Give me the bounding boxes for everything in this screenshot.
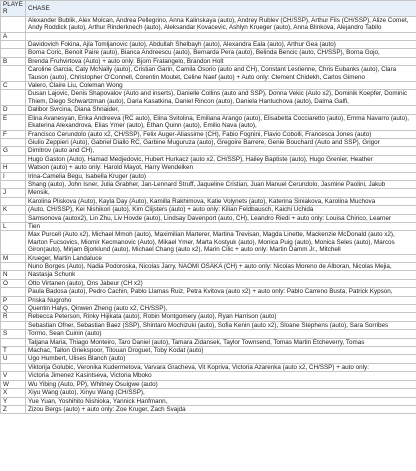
chase-cell[interactable]: (Auto, CH/SSP), Kei Nishikori (auto), Kim Clijsters (auto) + auto only: Kilian Feldbausch, Kaichi Uchida xyxy=(26,206,416,214)
table-row xyxy=(1,66,416,82)
table-row xyxy=(1,49,416,57)
chase-column-header[interactable]: CHASE xyxy=(26,1,416,17)
table-row xyxy=(1,138,416,146)
chase-cell[interactable]: Francisco Cerundolo (auto x2, CH/SSP), Felix Auger-Aliassime (CH), Fabio Fognini, Flavio Cobolli, Francesca Jones (auto) xyxy=(26,130,416,138)
chase-cell[interactable]: Tatjana Maria, Thiago Monteiro, Taro Daniel (auto), Tamara Zidansek, Taylor Townsend, Tomas Martin Etcheverry, Tomas xyxy=(26,338,416,346)
chase-cell[interactable]: Brenda Fruhvirtova (Auto) + auto only: Bjorn Fratangelo, Brandon Holt xyxy=(26,57,416,65)
table-row xyxy=(1,389,416,397)
table-row xyxy=(1,271,416,279)
table-row xyxy=(1,347,416,355)
player-letter-cell[interactable] xyxy=(1,214,26,222)
chase-cell[interactable]: Davidovich Fokina, Ajla Tomljanovic (auto), Abdullah Shelbayh (auto), Alexandra Eala (auto), Arthur Gea (auto) xyxy=(26,41,416,49)
table-row xyxy=(1,313,416,321)
chase-cell[interactable]: Priska Nugroho xyxy=(26,296,416,304)
chase-cell[interactable]: Samsonova (autox2), Lin Zhu, Liv Hovde (auto), Lindsay Davenport (auto, CH), Leandro Riedi + auto only: Louisa Chirico, Learner xyxy=(26,214,416,222)
chase-cell[interactable]: Elina Avanesyan, Erika Andreeva (RC auto), Elina Svitolina, Emiliana Arango (auto), Elisabetta Cocciaretto (auto), Emma Navarro (auto), Ekaterina Alexandrova, Elias Ymer (auto), Ethan Quinn (auto), Emilio Nava (auto), xyxy=(26,114,416,130)
chase-cell[interactable]: Otto Virtanen (auto), Ons Jabeur (CH x2) xyxy=(26,279,416,287)
player-letter-cell[interactable]: K xyxy=(1,206,26,214)
player-letter-cell[interactable]: M xyxy=(1,254,26,262)
table-row xyxy=(1,222,416,230)
table-row xyxy=(1,305,416,313)
player-letter-cell[interactable] xyxy=(1,90,26,106)
chase-cell[interactable]: Max Purcell (Auto x2), Michael Mmoh (auto), Maximilian Marterer, Martina Trevisan, Magda Linette, Mackenzie McDonald (auto x2), Marton Fucsovics, Miomir Kecmanovic (Auto), Mikael Ymer, Marta Kostyuk (auto), Monica Puig (auto), Monica Seles (auto), Marcos Giron(auto), Mirjam Bjorklund (auto), Michael Chang (auto x2), Marin Cilic + auto only: Martin Damm Jr., Mitchell xyxy=(26,231,416,254)
table-body xyxy=(1,16,416,414)
table-row xyxy=(1,147,416,155)
table-row xyxy=(1,330,416,338)
chase-cell[interactable]: Nuno Borges (Auto), Nadia Podoroska, Nicolas Jarry, NAOMI OSAKA (CH) + auto only: Nicolas Moreno de Alboran, Nicolas Mejia, xyxy=(26,263,416,271)
chase-cell[interactable]: Alexander Bublik, Alex Molcan, Andrea Pellegrino, Anna Kalinskaya (auto), Andrey Rublev (CH/SSP), Arthur Fils (CH/SSP), Alize Cornet, Andy Roddick (auto), Arthur Rinderknech (auto), Aleksandar Kovacevic, Ashlyn Krueger (auto), Anna Blinkova, Alejandro Tabilo xyxy=(26,16,416,32)
table-row xyxy=(1,206,416,214)
chase-cell[interactable]: Watson (auto) + auto only: Harold Mayot, Harry Wendelken xyxy=(26,164,416,172)
player-letter-cell[interactable]: I xyxy=(1,172,26,180)
table-row xyxy=(1,90,416,106)
table-row xyxy=(1,164,416,172)
table-row xyxy=(1,254,416,262)
chase-cell[interactable]: Tien xyxy=(26,222,416,230)
player-letter-cell[interactable]: T xyxy=(1,347,26,355)
player-letter-cell[interactable] xyxy=(1,231,26,254)
player-letter-cell[interactable]: X xyxy=(1,389,26,397)
player-letter-cell[interactable]: Y xyxy=(1,397,26,405)
chase-cell[interactable]: Karolina Pliskova (Auto), Kayla Day (Auto), Kamilla Rakhimova, Katie Volynets (auto), Katerina Siniakova, Karolina Muchova xyxy=(26,197,416,205)
table-row xyxy=(1,405,416,413)
player-letter-cell[interactable]: S xyxy=(1,330,26,338)
player-letter-cell[interactable] xyxy=(1,66,26,82)
chase-cell[interactable]: Viktorija Golubic, Veronika Kudermetova, Varvara Gracheva, Vit Kopriva, Victoria Azarenka (auto x2, CH/SSP) + auto only: xyxy=(26,363,416,371)
table-row xyxy=(1,372,416,380)
table-row xyxy=(1,296,416,304)
player-letter-cell[interactable]: G xyxy=(1,147,26,155)
table-row xyxy=(1,155,416,163)
chase-cell[interactable]: Dusan Lajovic, Denis Shapovalov (Auto and inserts), Danielle Collins (auto and SSP), Donna Vekic (Auto x2), Dominik Koepfer, Dominic Thiem, Diego Schwartzman (auto), Daria Kasatkina, Daniel Rincon (auto), Daniela Hantuchova (auto), Dalma Galfi, xyxy=(26,90,416,106)
chase-cell[interactable]: Irina-Camelia Begu, Isabella Kruger (auto) xyxy=(26,172,416,180)
table-row xyxy=(1,106,416,114)
table-row xyxy=(1,263,416,271)
chase-cell[interactable]: Valero, Claire Liu, Coleman Wong xyxy=(26,82,416,90)
chase-cell[interactable] xyxy=(26,32,416,40)
player-letter-cell[interactable]: V xyxy=(1,372,26,380)
player-letter-cell[interactable] xyxy=(1,338,26,346)
player-letter-cell[interactable] xyxy=(1,197,26,205)
player-letter-cell[interactable] xyxy=(1,49,26,57)
player-letter-cell[interactable]: D xyxy=(1,106,26,114)
table-row xyxy=(1,363,416,371)
player-letter-cell[interactable]: W xyxy=(1,380,26,388)
player-letter-cell[interactable] xyxy=(1,180,26,188)
table-row xyxy=(1,338,416,346)
player-letter-cell[interactable] xyxy=(1,288,26,296)
player-letter-cell[interactable]: Q xyxy=(1,305,26,313)
player-letter-cell[interactable] xyxy=(1,155,26,163)
table-row xyxy=(1,214,416,222)
chase-cell[interactable]: Yue Yuan, Yoshihito Nishioka, Yannick Hanfmann, xyxy=(26,397,416,405)
header-row xyxy=(1,1,416,17)
chase-cell[interactable]: Paula Badosa (auto), Pedro Cachin, Pablo Llamas Ruiz, Petra Kvitova (auto x2) + auto only: Pablo Carreno Busta, Patrick Kypson, xyxy=(26,288,416,296)
chase-cell[interactable]: Xiyu Wang (auto), Xinyu Wang (CH/SSP), xyxy=(26,389,416,397)
player-letter-cell[interactable]: N xyxy=(1,271,26,279)
table-row xyxy=(1,180,416,188)
table-row xyxy=(1,380,416,388)
chase-cell[interactable]: Victoria Jimenez Kasintseva, Victoria Mboko xyxy=(26,372,416,380)
chase-cell[interactable]: Machac, Tallon Griekspoor, Titouan Droguet, Toby Kodat (auto) xyxy=(26,347,416,355)
player-letter-cell[interactable] xyxy=(1,16,26,32)
table-row xyxy=(1,57,416,65)
player-letter-cell[interactable] xyxy=(1,321,26,329)
chase-cell[interactable]: Mensik, xyxy=(26,189,416,197)
chase-cell[interactable]: Wu Yibing (Auto, PP), Whitney Osuigwe (auto) xyxy=(26,380,416,388)
table-row xyxy=(1,189,416,197)
table-row xyxy=(1,397,416,405)
player-letter-cell[interactable] xyxy=(1,138,26,146)
table-row xyxy=(1,355,416,363)
table-row xyxy=(1,16,416,32)
table-row xyxy=(1,172,416,180)
player-letter-cell[interactable]: Z xyxy=(1,405,26,413)
table-row xyxy=(1,32,416,40)
player-letter-cell[interactable]: C xyxy=(1,82,26,90)
chase-cell[interactable]: Giulio Zeppieri (Auto), Gabriel Diallo RC, Garbine Muguruza (auto), Gregoire Barrere, Genie Bouchard (Auto and SSP), Grigor xyxy=(26,138,416,146)
player-letter-cell[interactable]: U xyxy=(1,355,26,363)
table-row xyxy=(1,279,416,287)
chase-cell[interactable]: Sebastian Ofner, Sebastian Baez (SSP), Shintaro Mochizuki (auto), Sofia Kenin (auto x2), Sloane Stephens (auto), Sara Sorribes xyxy=(26,321,416,329)
chase-cell[interactable]: Krueger, Martin Landaluce xyxy=(26,254,416,262)
table-row xyxy=(1,41,416,49)
chase-cell[interactable]: Shang (auto), John Isner, Julia Grabher, Jan-Lennard Struff, Jaqueline Cristian, Juan Manuel Cerundolo, Jasmine Paolini, Jakub xyxy=(26,180,416,188)
chase-cell[interactable]: Caroline Garcia, Caty McNally (auto), Cristian Garin, Camila Osorio (auto and CH), Constant Lestienne, Chris Eubanks (auto), Clara Tauson (auto), Christopher O'Connell, Corentin Moutet, Celine Naef (auto) + Auto only: Clement Chidekh, Carlos Gimeno xyxy=(26,66,416,82)
table-row xyxy=(1,321,416,329)
player-letter-cell[interactable]: A xyxy=(1,32,26,40)
chase-cell[interactable]: Borna Coric, Benoit Paire (auto), Bianca Andreescu (auto), Bernarda Pera (auto), Belinda Bencic (auto, CH/SSP), Borna Gojo, xyxy=(26,49,416,57)
chase-cell[interactable]: Hugo Gaston (Auto), Hamad Medjedovic, Hubert Hurkacz (auto x2, CH/SSP), Hailey Baptiste (auto), Hugo Grenier, Heather xyxy=(26,155,416,163)
chase-cell[interactable]: Zizou Bergs (auto) + auto only: Zoe Kruger, Zach Svajda xyxy=(26,405,416,413)
chase-cell[interactable]: Tormo, Sean Cuinin (auto) xyxy=(26,330,416,338)
player-letter-cell[interactable]: P xyxy=(1,296,26,304)
table-row xyxy=(1,197,416,205)
player-letter-cell[interactable] xyxy=(1,263,26,271)
chase-cell[interactable]: Rebecca Peterson, Rinky Hijikata (auto), Robin Montgomery (auto), Ryan Harrison (auto) xyxy=(26,313,416,321)
chase-cell[interactable]: Nastasja Schunk xyxy=(26,271,416,279)
player-letter-cell[interactable]: H xyxy=(1,164,26,172)
player-letter-cell[interactable]: F xyxy=(1,130,26,138)
chase-cell[interactable]: Dalibor Svrcina, Diana Shnaider, xyxy=(26,106,416,114)
chase-cell[interactable]: Quentin Halys, Qinwen Zheng (auto x2, CH/SSP), xyxy=(26,305,416,313)
table-row xyxy=(1,114,416,130)
chase-cell[interactable]: Ugo Humbert, Ulises Blanch (auto) xyxy=(26,355,416,363)
player-letter-cell[interactable]: O xyxy=(1,279,26,287)
player-letter-cell[interactable] xyxy=(1,41,26,49)
player-letter-cell[interactable] xyxy=(1,363,26,371)
table-row xyxy=(1,288,416,296)
table-row xyxy=(1,231,416,254)
player-letter-cell[interactable]: R xyxy=(1,313,26,321)
player-letter-cell[interactable]: B xyxy=(1,57,26,65)
player-letter-cell[interactable]: J xyxy=(1,189,26,197)
chase-cell[interactable]: Dimitrov (auto and CH), xyxy=(26,147,416,155)
player-column-header[interactable]: PLAYER xyxy=(1,1,26,17)
table-row xyxy=(1,130,416,138)
player-letter-cell[interactable]: E xyxy=(1,114,26,130)
table-row xyxy=(1,82,416,90)
player-letter-cell[interactable]: L xyxy=(1,222,26,230)
